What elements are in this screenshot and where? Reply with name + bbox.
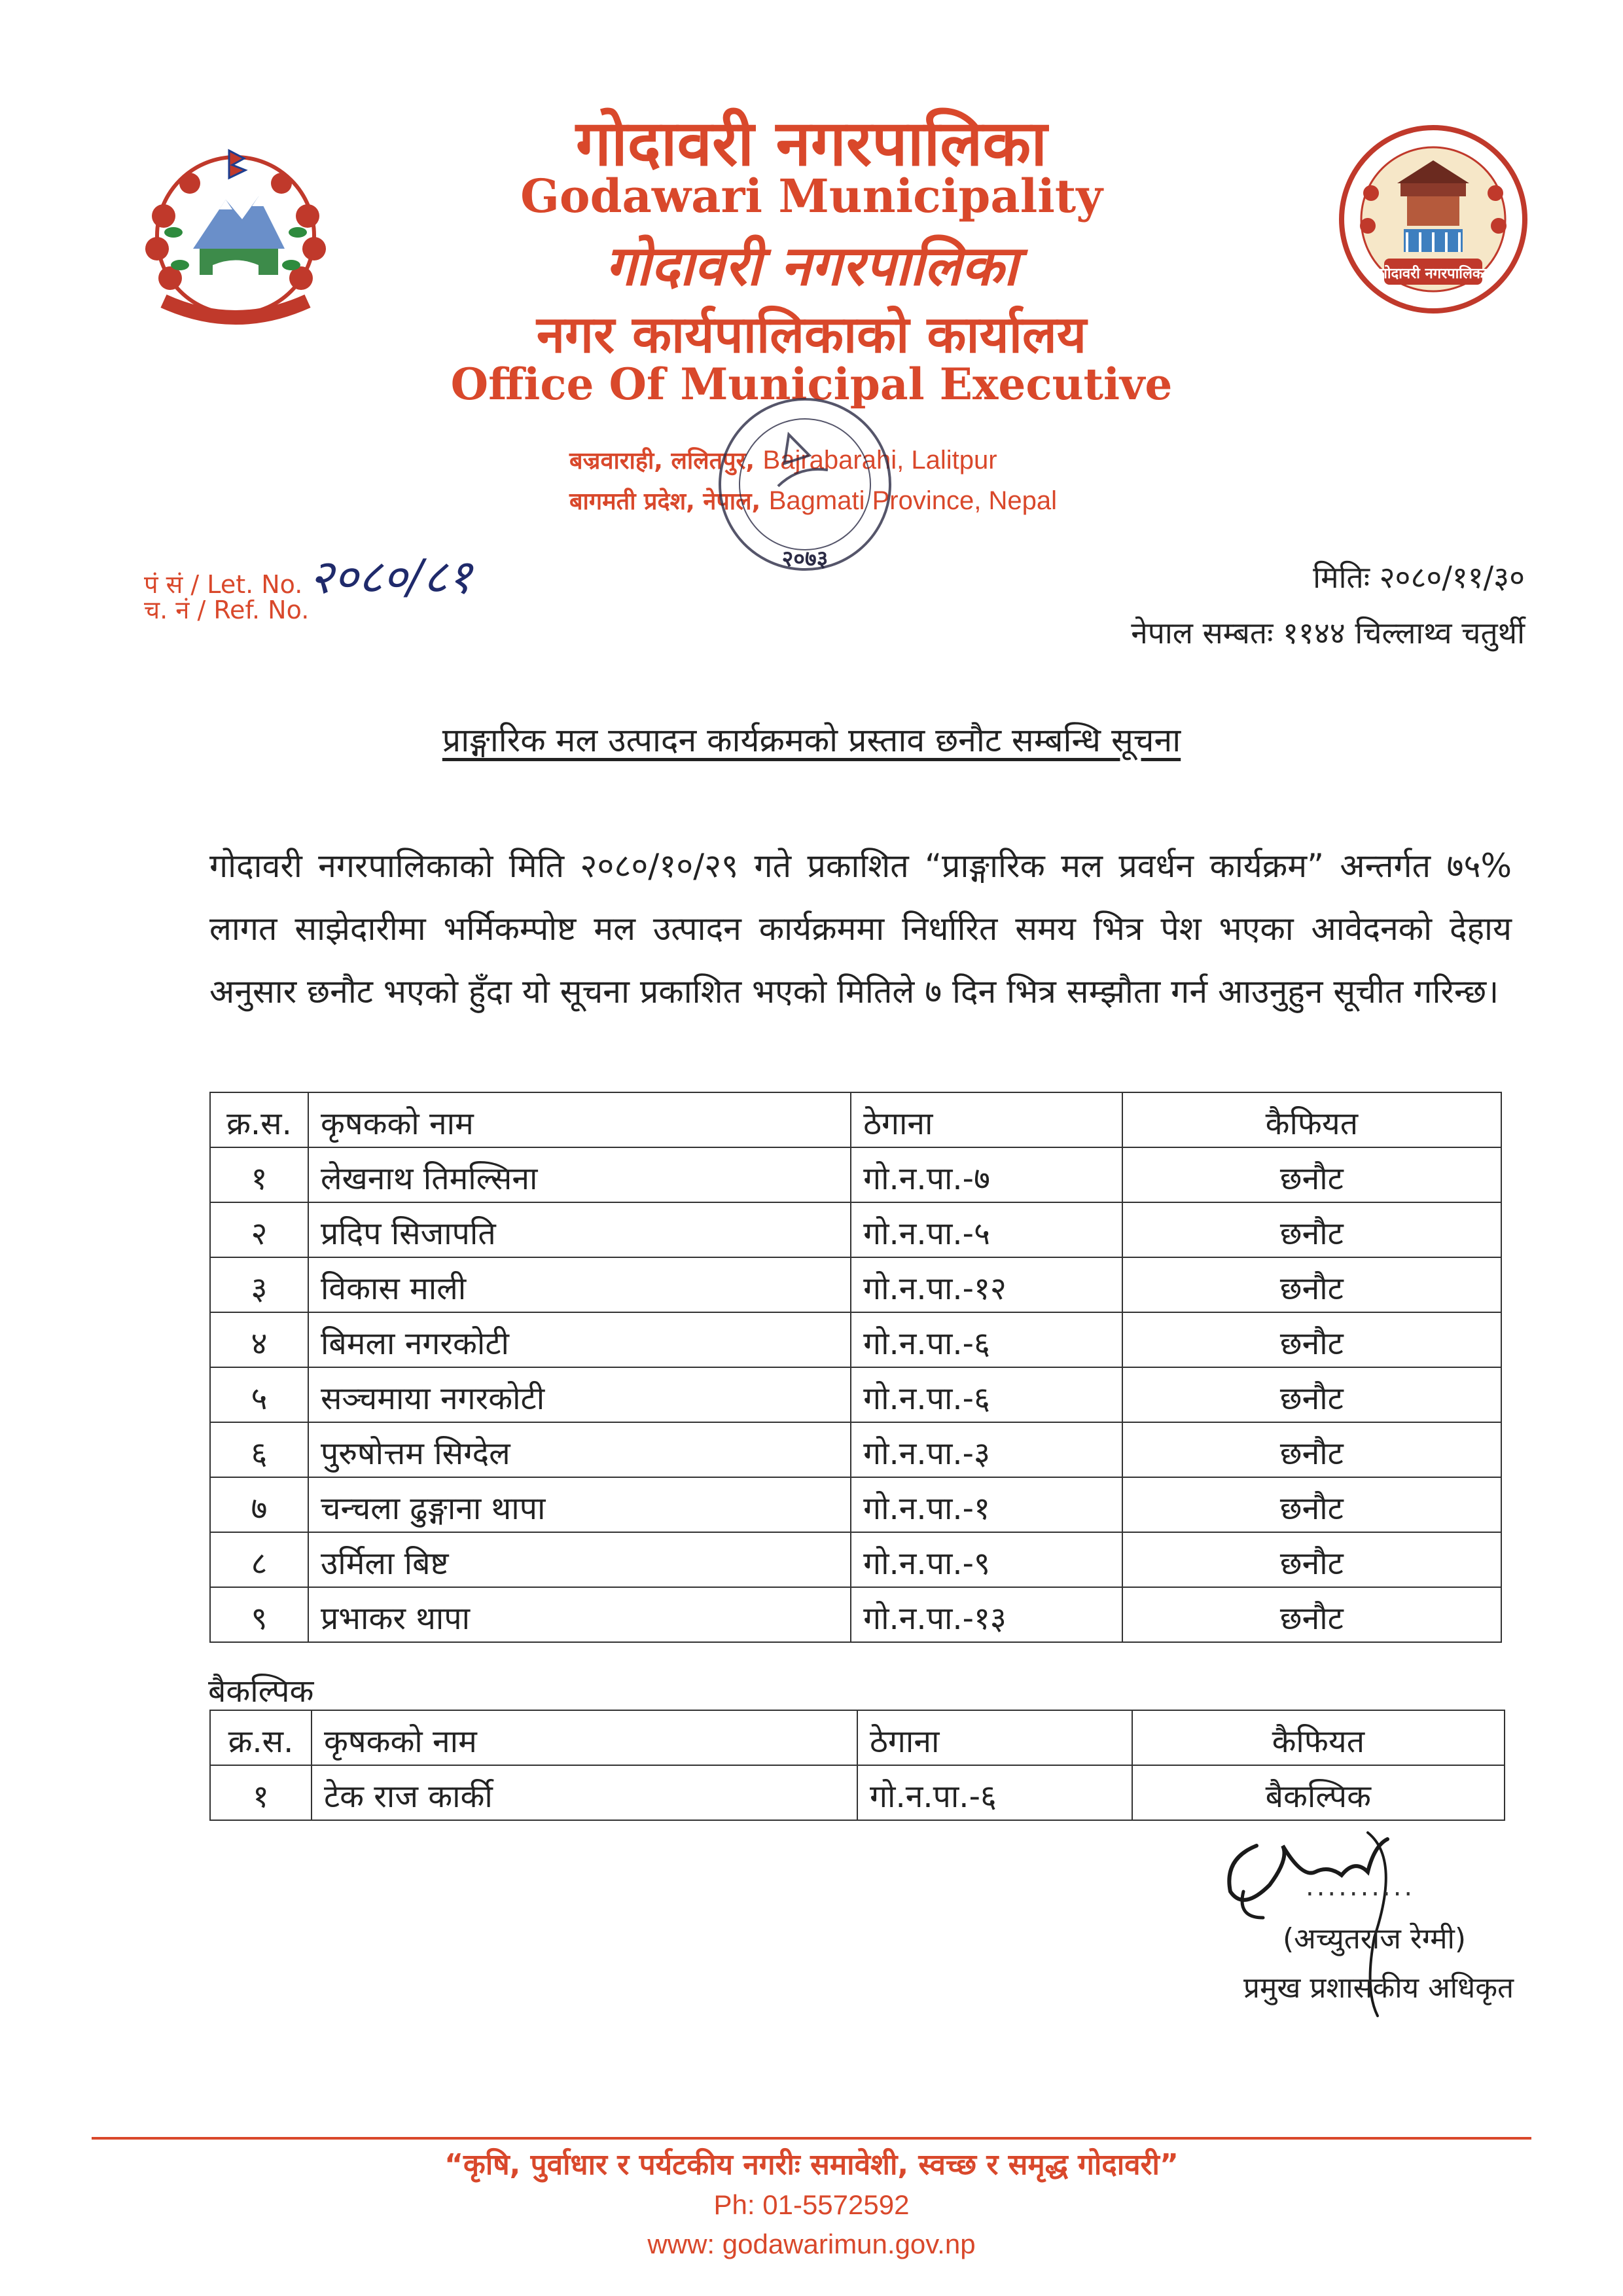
table-row: [210, 1765, 1505, 1820]
notice-subject: प्राङ्गारिक मल उत्पादन कार्यक्रमको प्रस्ताव छनौट सम्बन्धि सूचना: [442, 721, 1181, 759]
col-header-remarks: कैफियत: [1122, 1092, 1501, 1147]
footer-divider: [92, 2137, 1531, 2140]
farmer-name-cell: चन्चला ढुङ्गाना थापा: [308, 1477, 851, 1532]
table-header-row: [210, 1710, 1505, 1765]
address-cell: गो.न.पा.-१: [851, 1477, 1122, 1532]
address-line-1-nepali: बज्रवाराही, ललितपुर: [569, 448, 746, 475]
office-title-nepali: नगर कार्यपालिकाको कार्यालय: [536, 306, 1087, 365]
godawari-municipality-logo: [1332, 121, 1535, 317]
serial-cell: ४: [210, 1312, 308, 1367]
farmer-name-cell: पुरुषोत्तम सिग्देल: [308, 1422, 851, 1477]
nepal-emblem-logo: [128, 137, 344, 340]
serial-cell: ६: [210, 1422, 308, 1477]
municipality-title-english: Godawari Municipality: [520, 169, 1103, 223]
farmer-name-cell: बिमला नगरकोटी: [308, 1312, 851, 1367]
col-header-farmer-name: कृषकको नाम: [312, 1710, 857, 1765]
nepal-sambat-date: नेपाल सम्बतः ११४४ चिल्लाथ्व चतुर्थी: [1131, 615, 1525, 651]
farmer-name-cell: लेखनाथ तिमल्सिना: [308, 1147, 851, 1202]
col-header-serial: क्र.स.: [210, 1710, 312, 1765]
table-row: [210, 1147, 1501, 1202]
address-line-1: बज्रवाराही, ललितपुर, Bajrabarahi, Lalitpur: [569, 446, 997, 475]
col-header-address: ठेगाना: [857, 1710, 1132, 1765]
farmer-name-cell: उर्मिला बिष्ट: [308, 1532, 851, 1587]
letter-number-label: पं सं / Let. No.: [144, 570, 303, 599]
remarks-cell: छनौट: [1122, 1422, 1501, 1477]
address-cell: गो.न.पा.-६: [851, 1367, 1122, 1422]
remarks-cell: छनौट: [1122, 1532, 1501, 1587]
address-cell: गो.न.पा.-९: [851, 1532, 1122, 1587]
address-cell: गो.न.पा.-६: [857, 1765, 1132, 1820]
remarks-cell: बैकल्पिक: [1132, 1765, 1505, 1820]
signatory-name: (अच्युतराज रेग्मी): [1283, 1922, 1467, 1956]
table-row: [210, 1532, 1501, 1587]
letter-number-value: २०८०/८१: [309, 549, 473, 604]
table-row: [210, 1202, 1501, 1257]
address-cell: गो.न.पा.-६: [851, 1312, 1122, 1367]
selected-farmers-table: [209, 1092, 1502, 1643]
signatory-title: प्रमुख प्रशासकीय अधिकृत: [1243, 1971, 1514, 2005]
address-line-1-english: Bajrabarahi, Lalitpur: [762, 446, 997, 475]
serial-cell: ५: [210, 1367, 308, 1422]
serial-cell: ९: [210, 1587, 308, 1642]
serial-cell: २: [210, 1202, 308, 1257]
serial-cell: ३: [210, 1257, 308, 1312]
svg-text:२०७३: २०७३: [781, 546, 829, 572]
remarks-cell: छनौट: [1122, 1477, 1501, 1532]
footer-slogan: “कृषि, पुर्वाधार र पर्यटकीय नगरीः समावेशी, स्वच्छ र समृद्ध गोदावरी”: [444, 2148, 1179, 2181]
address-line-2: बागमती प्रदेश, नेपाल, Bagmati Province, Nepal: [569, 486, 1057, 515]
municipality-title-nepali-alt: गोदावरी नगरपालिका: [605, 234, 1018, 298]
address-cell: गो.न.पा.-७: [851, 1147, 1122, 1202]
alternate-farmers-table: [209, 1710, 1505, 1821]
letter-date: मितिः २०८०/११/३०: [1313, 560, 1525, 595]
address-line-2-nepali: बागमती प्रदेश, नेपाल: [569, 488, 752, 515]
municipality-title-nepali: गोदावरी नगरपालिका: [575, 107, 1048, 180]
remarks-cell: छनौट: [1122, 1257, 1501, 1312]
col-header-serial: क्र.स.: [210, 1092, 308, 1147]
table-row: [210, 1477, 1501, 1532]
farmer-name-cell: विकास माली: [308, 1257, 851, 1312]
remarks-cell: छनौट: [1122, 1367, 1501, 1422]
serial-cell: ८: [210, 1532, 308, 1587]
col-header-address: ठेगाना: [851, 1092, 1122, 1147]
table-header-row: [210, 1092, 1501, 1147]
table-row: [210, 1587, 1501, 1642]
farmer-name-cell: टेक राज कार्की: [312, 1765, 857, 1820]
serial-cell: १: [210, 1765, 312, 1820]
table-row: [210, 1312, 1501, 1367]
address-line-2-english: Bagmati Province, Nepal: [768, 486, 1057, 515]
col-header-farmer-name: कृषकको नाम: [308, 1092, 851, 1147]
reference-number-label: च. नं / Ref. No.: [144, 596, 310, 624]
serial-cell: १: [210, 1147, 308, 1202]
farmer-name-cell: सञ्चमाया नगरकोटी: [308, 1367, 851, 1422]
farmer-name-cell: प्रभाकर थापा: [308, 1587, 851, 1642]
farmer-name-cell: प्रदिप सिजापति: [308, 1202, 851, 1257]
footer-phone: Ph: 01-5572592: [713, 2189, 910, 2220]
address-cell: गो.न.पा.-१३: [851, 1587, 1122, 1642]
office-stamp: [700, 386, 910, 583]
footer-website: www: godawarimun.gov.np: [647, 2229, 976, 2259]
emblem-right-text: गोदावरी नगरपालिका: [1379, 266, 1488, 282]
address-cell: गो.न.पा.-१२: [851, 1257, 1122, 1312]
col-header-remarks: कैफियत: [1132, 1710, 1505, 1765]
address-cell: गो.न.पा.-५: [851, 1202, 1122, 1257]
office-title-english: Office Of Municipal Executive: [450, 359, 1173, 410]
serial-cell: ७: [210, 1477, 308, 1532]
table-row: [210, 1422, 1501, 1477]
remarks-cell: छनौट: [1122, 1312, 1501, 1367]
address-cell: गो.न.पा.-३: [851, 1422, 1122, 1477]
remarks-cell: छनौट: [1122, 1147, 1501, 1202]
alternate-label: बैकल्पिक: [208, 1673, 314, 1710]
signature-line: ..........: [1306, 1872, 1416, 1902]
notice-body: गोदावरी नगरपालिकाको मिति २०८०/१०/२९ गते प्रकाशित “प्राङ्गारिक मल प्रवर्धन कार्यक्रम” अन्तर्गत ७५% लागत साझेदारीमा भर्मिकम्पोष्ट मल उत्पादन कार्यक्रममा निर्धारित समय भित्र पेश भएका आवेदनको देहाय अनुसार छनौट भएको हुँदा यो सूचना प्रकाशित भएको मितिले ७ दिन भित्र सम्झौता गर्न आउनुहुन सूचीत गरिन्छ।: [209, 847, 1512, 1011]
table-row: [210, 1257, 1501, 1312]
remarks-cell: छनौट: [1122, 1587, 1501, 1642]
remarks-cell: छनौट: [1122, 1202, 1501, 1257]
table-row: [210, 1367, 1501, 1422]
